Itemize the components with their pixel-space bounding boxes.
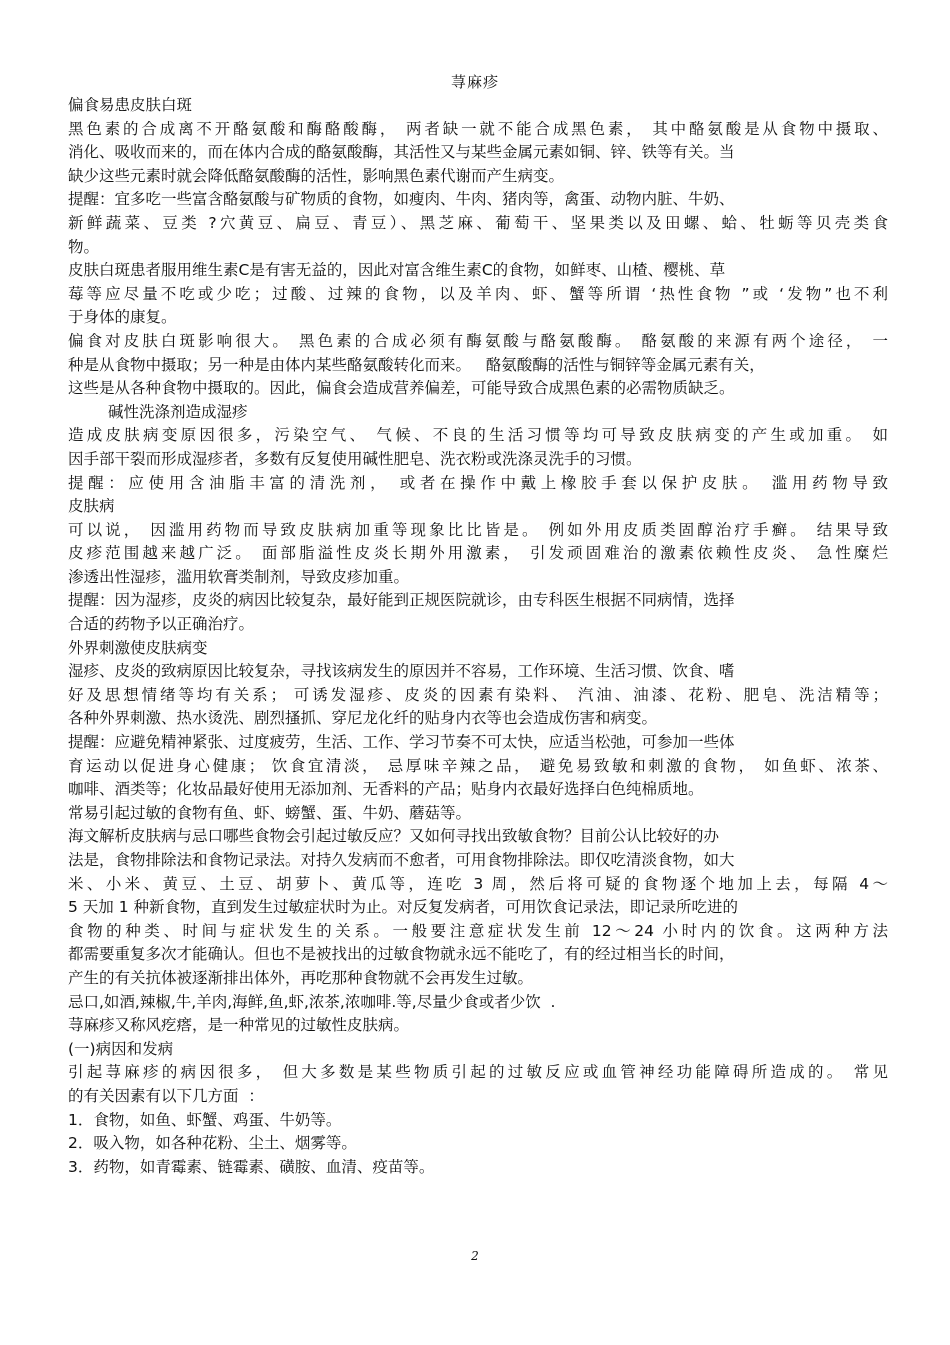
page-number: 2 — [471, 1249, 479, 1263]
text-line: 1．食物，如鱼、虾蟹、鸡蛋、牛奶等。 — [68, 1110, 342, 1129]
text-line: 莓等应尽量不吃或少吃；过酸、过辣的食物，以及羊肉、虾、蟹等所谓 ‘热性食物 ”或 ‘发物”也不利 — [68, 284, 888, 303]
text-line: 合适的药物予以正确治疗。 — [68, 615, 255, 634]
text-line: 于身体的康复。 — [68, 308, 177, 327]
text-line: 米、小米、黄豆、土豆、胡萝卜、黄瓜等，连吃 3 周，然后将可疑的食物逐个地加上去，每隔 4～ — [68, 874, 888, 893]
text-line: 消化、吸收而来的，而在体内合成的酪氨酸酶，其活性又与某些金属元素如铜、锌、铁等有关。当 — [68, 143, 735, 162]
text-line: 缺少这些元素时就会降低酪氨酸酶的活性，影响黑色素代谢而产生病变。 — [68, 166, 565, 185]
text-line: 提醒：应使用含油脂丰富的清洗剂， 或者在操作中戴上橡胶手套以保护皮肤。 滥用药物导致 — [68, 473, 888, 492]
text-line: 3．药物，如青霉素、链霉素、磺胺、血清、疫苗等。 — [68, 1157, 435, 1176]
text-line: 渗透出性湿疹，滥用软膏类制剂，导致皮疹加重。 — [68, 567, 410, 586]
text-line: 咖啡、酒类等；化妆品最好使用无添加剂、无香料的产品；贴身内衣最好选择白色纯棉质地。 — [68, 780, 704, 799]
text-line: 常易引起过敏的食物有鱼、虾、螃蟹、蛋、牛奶、蘑菇等。 — [68, 803, 472, 822]
text-line: 皮肤病 — [68, 497, 115, 516]
text-line: 5 天加 1 种新食物，直到发生过敏症状时为止。对反复发病者，可用饮食记录法，即记录所吃进的 — [68, 898, 739, 917]
text-line: 海文解析皮肤病与忌口哪些食物会引起过敏反应？又如何寻找出致敏食物？目前公认比较好的办 — [68, 827, 720, 846]
text-line: 这些是从各种食物中摄取的。因此，偏食会造成营养偏差，可能导致合成黑色素的必需物质缺乏。 — [68, 379, 735, 398]
text-line: (一)病因和发病 — [68, 1039, 174, 1058]
text-line: 好及思想情绪等均有关系； 可诱发湿疹、皮炎的因素有染料、 汽油、油漆、花粉、肥皂、洗洁精等； — [68, 685, 888, 704]
text-line: 法是，食物排除法和食物记录法。对持久发病而不愈者，可用食物排除法。即仅吃清淡食物，如大 — [68, 851, 735, 869]
text-line: 提醒：因为湿疹，皮炎的病因比较复杂，最好能到正规医院就诊，由专科医生根据不同病情，选择 — [68, 591, 735, 610]
text-line: 造成皮肤病变原因很多，污染空气、 气候、不良的生活习惯等均可导致皮肤病变的产生或加重。 如 — [68, 426, 888, 445]
text-line: 黑色素的合成离不开酪氨酸和酶酪酸酶， 两者缺一就不能合成黑色素， 其中酪氨酸是从食物中摄取、 — [68, 119, 888, 138]
text-line: 提醒：宜多吃一些富含酪氨酸与矿物质的食物，如瘦肉、牛肉、猪肉等，禽蛋、动物内脏、牛奶、 — [68, 190, 735, 209]
text-line: 荨麻疹又称风疙瘩，是一种常见的过敏性皮肤病。 — [68, 1016, 410, 1035]
text-line: 可以说， 因滥用药物而导致皮肤病加重等现象比比皆是。 例如外用皮质类固醇治疗手癣。 结果导致 — [68, 520, 888, 539]
text-line: 偏食对皮肤白斑影响很大。 黑色素的合成必须有酶氨酸与酪氨酸酶。 酪氨酸的来源有两个途径， 一 — [68, 331, 888, 350]
text-line: 提醒：应避免精神紧张、过度疲劳，生活、工作、学习节奏不可太快，应适当松弛，可参加一些体 — [68, 733, 735, 752]
text-line: 育运动以促进身心健康； 饮食宜清淡， 忌厚味辛辣之品， 避免易致敏和刺激的食物， 如鱼虾、浓茶、 — [68, 756, 888, 775]
text-line: 皮肤白斑患者服用维生素C是有害无益的，因此对富含维生素C的食物，如鲜枣、山楂、樱桃、草 — [68, 261, 726, 280]
text-line: 种是从食物中摄取；另一种是由体内某些酪氨酸转化而来。 酪氨酸酶的活性与铜锌等金属元素有关， — [68, 355, 765, 374]
page-title: 荨麻疹 — [450, 73, 499, 91]
text-line: 新鲜蔬菜、豆类 ?穴黄豆、扁豆、青豆）、黑芝麻、葡萄干、坚果类以及田螺、蛤、牡蛎等贝壳类食 — [68, 213, 888, 232]
text-line: 都需要重复多次才能确认。但也不是被找出的过敏食物就永远不能吃了，有的经过相当长的时间， — [68, 945, 735, 964]
text-line: 湿疹、皮炎的致病原因比较复杂，寻找该病发生的原因并不容易，工作环境、生活习惯、饮食、嗜 — [68, 662, 735, 681]
text-line: 皮疹范围越来越广泛。 面部脂溢性皮炎长期外用激素， 引发顽固难治的激素依赖性皮炎、 急性糜烂 — [68, 544, 888, 563]
text-line: 食物的种类、时间与症状发生的关系。一般要注意症状发生前 12～24 小时内的饮食。这两种方法 — [68, 921, 888, 940]
text-line: 碱性洗涤剂造成湿疹 — [108, 402, 248, 421]
document-body — [68, 94, 888, 1179]
text-line: 因手部干裂而形成湿疹者，多数有反复使用碱性肥皂、洗衣粉或洗涤灵洗手的习惯。 — [68, 449, 642, 468]
text-line: 各种外界刺激、热水烫洗、剧烈搔抓、穿尼龙化纤的贴身内衣等也会造成伤害和病变。 — [68, 709, 658, 728]
text-line: 外界刺激使皮肤病变 — [68, 638, 208, 657]
text-line: 的有关因素有以下几方面 ： — [68, 1086, 264, 1105]
text-line: 物。 — [68, 237, 100, 256]
text-line: 忌口,如酒,辣椒,牛,羊肉,海鲜,鱼,虾,浓茶,浓咖啡.等,尽量少食或者少饮 . — [68, 992, 556, 1011]
text-line: 偏食易患皮肤白斑 — [68, 96, 193, 114]
text-line: 引起荨麻疹的病因很多， 但大多数是某些物质引起的过敏反应或血管神经功能障碍所造成的。 常见 — [68, 1063, 888, 1082]
text-line: 2．吸入物，如各种花粉、尘土、烟雾等。 — [68, 1134, 357, 1153]
text-line: 产生的有关抗体被逐渐排出体外，再吃那种食物就不会再发生过敏。 — [68, 968, 534, 987]
